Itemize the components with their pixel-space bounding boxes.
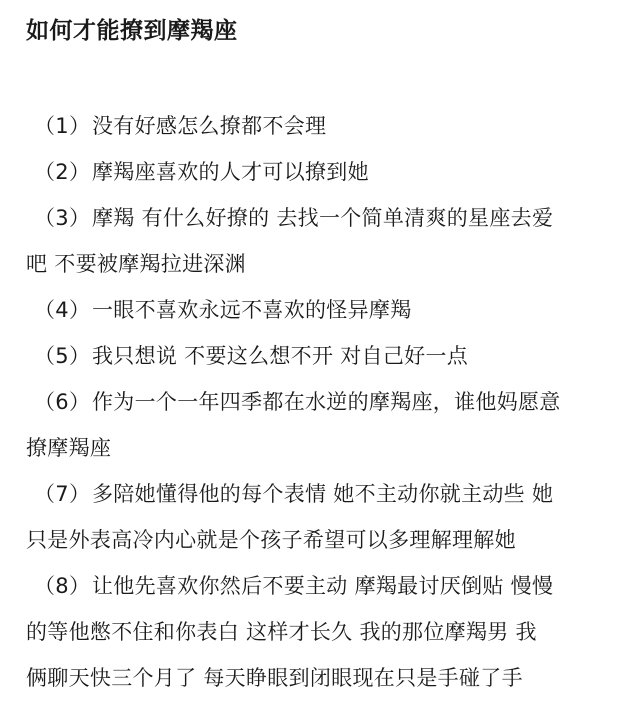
- item-number: （2）: [34, 160, 91, 184]
- item-text: 撩摩羯座: [26, 436, 112, 460]
- item-number: （6）: [34, 390, 91, 414]
- item-text: 一眼不喜欢永远不喜欢的怪异摩羯: [92, 298, 412, 322]
- list-item-6-continued: [26, 433, 111, 463]
- list-item-4: [34, 295, 412, 325]
- item-text: 吧 不要被摩羯拉进深渊: [26, 252, 246, 276]
- list-item-2: [34, 157, 369, 187]
- item-number: （5）: [34, 344, 91, 368]
- item-text: 的等他憋不住和你表白 这样才长久 我的那位摩羯男 我: [26, 620, 537, 644]
- list-item-8-continued: [26, 663, 523, 693]
- item-text: 多陪她懂得他的每个表情 她不主动你就主动些 她: [92, 482, 554, 506]
- item-text: 我只想说 不要这么想不开 对自己好一点: [92, 344, 469, 368]
- list-item-8: [34, 571, 553, 601]
- list-item-6: [34, 387, 561, 417]
- item-text: 摩羯 有什么好撩的 去找一个简单清爽的星座去爱: [92, 206, 554, 230]
- item-number: （3）: [34, 206, 91, 230]
- item-text: 摩羯座喜欢的人才可以撩到她: [92, 160, 369, 184]
- list-item-7: [34, 479, 553, 509]
- item-text: 俩聊天快三个月了 每天睁眼到闭眼现在只是手碰了手: [26, 666, 523, 690]
- item-text: 只是外表高冷内心就是个孩子希望可以多理解理解她: [26, 528, 516, 552]
- item-text: 作为一个一年四季都在水逆的摩羯座，谁他妈愿意: [92, 390, 561, 414]
- list-item-7-continued: [26, 525, 516, 555]
- item-text: 没有好感怎么撩都不会理: [92, 114, 327, 138]
- list-item-1: [34, 111, 326, 141]
- list-item-8-continued: [26, 617, 537, 647]
- item-number: （1）: [34, 114, 91, 138]
- list-item-3: [34, 203, 553, 233]
- item-number: （7）: [34, 482, 91, 506]
- article-title: 如何才能撩到摩羯座: [26, 18, 238, 44]
- item-number: （4）: [34, 298, 91, 322]
- item-text: 让他先喜欢你然后不要主动 摩羯最讨厌倒贴 慢慢: [92, 574, 554, 598]
- list-item-3-continued: [26, 249, 246, 279]
- item-number: （8）: [34, 574, 91, 598]
- list-item-5: [34, 341, 468, 371]
